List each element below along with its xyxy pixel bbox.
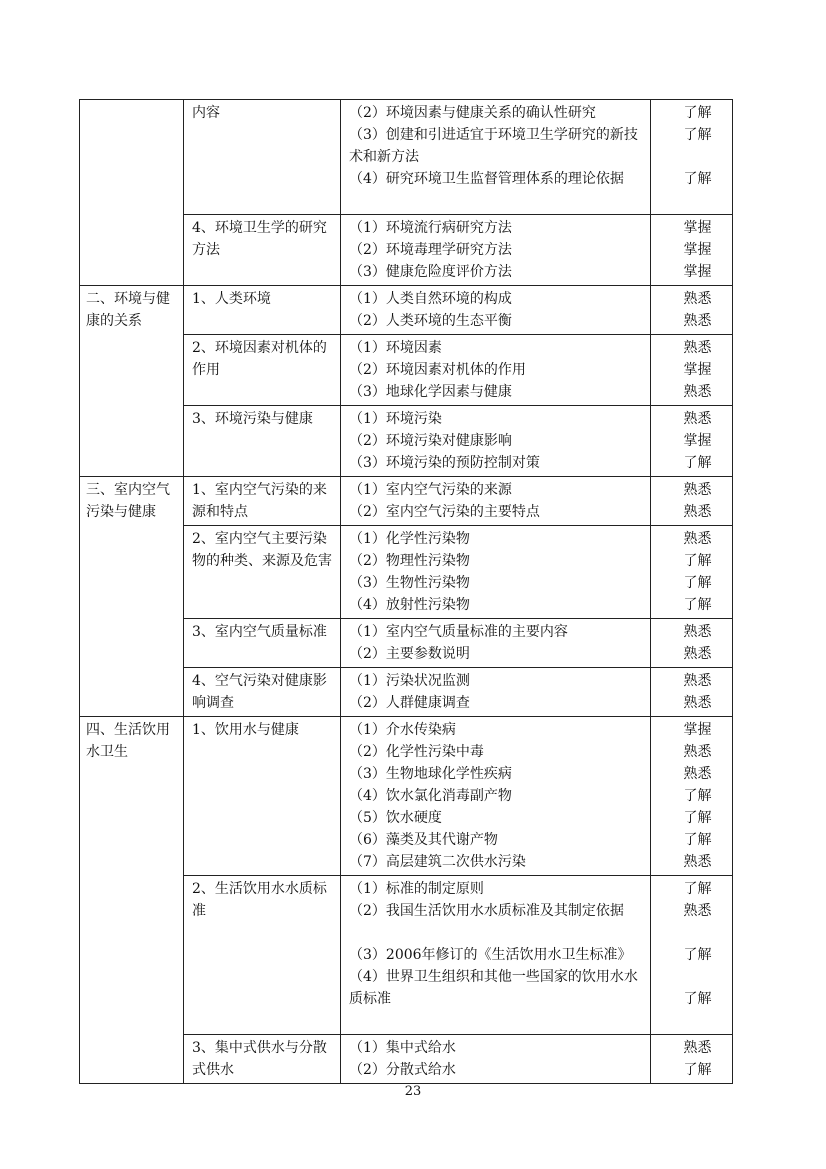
item-text: （2）人群健康调查 bbox=[349, 695, 470, 711]
requirement-level: 掌握 bbox=[683, 242, 712, 258]
unit-label: 三、室内空气污染与健康 bbox=[86, 482, 170, 520]
item-text: （2）分散式给水 bbox=[349, 1062, 456, 1078]
element-cell bbox=[184, 286, 341, 335]
item-text: （2）环境毒理学研究方法 bbox=[349, 242, 512, 258]
requirement-cell bbox=[651, 526, 733, 619]
element-label: 1、人类环境 bbox=[192, 291, 271, 307]
element-cell bbox=[184, 717, 341, 876]
requirement-level: 熟悉 bbox=[683, 291, 712, 307]
requirement-cell bbox=[651, 717, 733, 876]
requirement-level: 了解 bbox=[683, 105, 712, 121]
syllabus-table bbox=[79, 99, 733, 1084]
element-cell bbox=[184, 477, 341, 526]
requirement-level: 熟悉 bbox=[683, 1040, 712, 1056]
element-cell bbox=[184, 668, 341, 717]
items-cell bbox=[341, 215, 651, 286]
element-cell bbox=[184, 619, 341, 668]
item-text: （1）室内空气质量标准的主要内容 bbox=[349, 624, 568, 640]
items-cell bbox=[341, 668, 651, 717]
item-text: （2）化学性污染中毒 bbox=[349, 744, 484, 760]
item-text: （2）物理性污染物 bbox=[349, 553, 470, 569]
requirement-cell bbox=[651, 876, 733, 1035]
item-text: （3）创建和引进适宜于环境卫生学研究的新技术和新方法 bbox=[349, 127, 638, 165]
requirement-level: 熟悉 bbox=[683, 903, 712, 919]
requirement-level: 熟悉 bbox=[683, 531, 712, 547]
item-text: （1）介水传染病 bbox=[349, 722, 456, 738]
item-text: （4）世界卫生组织和其他一些国家的饮用水水质标准 bbox=[349, 969, 638, 1007]
requirement-level: 掌握 bbox=[683, 362, 712, 378]
item-text: （2）环境因素与健康关系的确认性研究 bbox=[349, 105, 596, 121]
requirement-level: 熟悉 bbox=[683, 482, 712, 498]
requirement-level: 掌握 bbox=[683, 433, 712, 449]
element-label: 内容 bbox=[192, 105, 220, 121]
requirement-cell bbox=[651, 406, 733, 477]
requirement-level: 熟悉 bbox=[683, 624, 712, 640]
element-label: 3、环境污染与健康 bbox=[192, 411, 313, 427]
requirement-level: 掌握 bbox=[683, 220, 712, 236]
items-cell bbox=[341, 717, 651, 876]
requirement-cell bbox=[651, 286, 733, 335]
items-cell bbox=[341, 619, 651, 668]
element-cell bbox=[184, 406, 341, 477]
requirement-level: 了解 bbox=[683, 947, 712, 963]
items-cell bbox=[341, 406, 651, 477]
requirement-level: 熟悉 bbox=[683, 744, 712, 760]
requirement-cell bbox=[651, 335, 733, 406]
item-text: （2）主要参数说明 bbox=[349, 646, 470, 662]
items-cell bbox=[341, 477, 651, 526]
requirement-level: 熟悉 bbox=[683, 854, 712, 870]
element-label: 2、室内空气主要污染物的种类、来源及危害 bbox=[192, 531, 332, 569]
requirement-level: 了解 bbox=[683, 575, 712, 591]
table-row bbox=[80, 286, 733, 335]
requirement-level: 熟悉 bbox=[683, 340, 712, 356]
element-cell bbox=[184, 335, 341, 406]
item-text: （2）我国生活饮用水水质标准及其制定依据 bbox=[349, 903, 624, 919]
item-text: （1）环境因素 bbox=[349, 340, 442, 356]
requirement-level: 了解 bbox=[683, 553, 712, 569]
table-row bbox=[80, 717, 733, 876]
element-cell bbox=[184, 1035, 341, 1084]
requirement-level: 了解 bbox=[683, 597, 712, 613]
item-text: （3）健康危险度评价方法 bbox=[349, 264, 512, 280]
unit-cell bbox=[80, 286, 184, 477]
requirement-level: 了解 bbox=[683, 832, 712, 848]
item-text: （1）人类自然环境的构成 bbox=[349, 291, 512, 307]
requirement-cell bbox=[651, 1035, 733, 1084]
items-cell bbox=[341, 286, 651, 335]
table-row bbox=[80, 477, 733, 526]
table-row bbox=[80, 100, 733, 215]
items-cell bbox=[341, 100, 651, 215]
item-text: （1）污染状况监测 bbox=[349, 673, 470, 689]
unit-label: 二、环境与健康的关系 bbox=[86, 291, 170, 329]
element-label: 3、集中式供水与分散式供水 bbox=[192, 1040, 327, 1078]
item-text: （4）研究环境卫生监督管理体系的理论依据 bbox=[349, 171, 624, 187]
item-text: （4）放射性污染物 bbox=[349, 597, 470, 613]
requirement-level: 了解 bbox=[683, 881, 712, 897]
item-text: （7）高层建筑二次供水污染 bbox=[349, 854, 526, 870]
items-cell bbox=[341, 526, 651, 619]
requirement-level: 掌握 bbox=[683, 264, 712, 280]
items-cell bbox=[341, 335, 651, 406]
item-text: （1）室内空气污染的来源 bbox=[349, 482, 512, 498]
requirement-level: 了解 bbox=[683, 991, 712, 1007]
item-text: （2）环境因素对机体的作用 bbox=[349, 362, 526, 378]
requirement-level: 了解 bbox=[683, 455, 712, 471]
element-label: 4、空气污染对健康影响调查 bbox=[192, 673, 327, 711]
items-cell bbox=[341, 876, 651, 1035]
item-text: （3）环境污染的预防控制对策 bbox=[349, 455, 540, 471]
requirement-cell bbox=[651, 477, 733, 526]
item-text: （2）环境污染对健康影响 bbox=[349, 433, 512, 449]
page-number: 23 bbox=[404, 1084, 422, 1099]
item-text: （2）人类环境的生态平衡 bbox=[349, 313, 512, 329]
item-text: （3）生物地球化学性疾病 bbox=[349, 766, 512, 782]
element-label: 1、饮用水与健康 bbox=[192, 722, 299, 738]
element-label: 2、生活饮用水水质标准 bbox=[192, 881, 327, 919]
requirement-level: 掌握 bbox=[683, 722, 712, 738]
requirement-level: 熟悉 bbox=[683, 646, 712, 662]
requirement-level: 熟悉 bbox=[683, 384, 712, 400]
item-text: （1）环境污染 bbox=[349, 411, 442, 427]
element-label: 2、环境因素对机体的作用 bbox=[192, 340, 327, 378]
requirement-level: 熟悉 bbox=[683, 673, 712, 689]
element-label: 4、环境卫生学的研究方法 bbox=[192, 220, 327, 258]
requirement-level: 熟悉 bbox=[683, 411, 712, 427]
requirement-level: 熟悉 bbox=[683, 695, 712, 711]
requirement-cell bbox=[651, 100, 733, 215]
element-cell bbox=[184, 215, 341, 286]
item-text: （2）室内空气污染的主要特点 bbox=[349, 504, 540, 520]
requirement-level: 了解 bbox=[683, 171, 712, 187]
item-text: （3）2006年修订的《生活饮用水卫生标准》 bbox=[349, 947, 632, 963]
requirement-level: 熟悉 bbox=[683, 504, 712, 520]
unit-cell bbox=[80, 100, 184, 286]
element-label: 3、室内空气质量标准 bbox=[192, 624, 327, 640]
item-text: （3）生物性污染物 bbox=[349, 575, 470, 591]
unit-cell bbox=[80, 717, 184, 1084]
element-cell bbox=[184, 526, 341, 619]
element-label: 1、室内空气污染的来源和特点 bbox=[192, 482, 327, 520]
requirement-level: 熟悉 bbox=[683, 766, 712, 782]
element-cell bbox=[184, 100, 341, 215]
requirement-cell bbox=[651, 619, 733, 668]
item-text: （1）标准的制定原则 bbox=[349, 881, 484, 897]
item-text: （1）环境流行病研究方法 bbox=[349, 220, 512, 236]
requirement-level: 了解 bbox=[683, 1062, 712, 1078]
unit-label: 四、生活饮用水卫生 bbox=[86, 722, 170, 760]
item-text: （1）化学性污染物 bbox=[349, 531, 470, 547]
unit-cell bbox=[80, 477, 184, 717]
item-text: （3）地球化学因素与健康 bbox=[349, 384, 512, 400]
item-text: （6）藻类及其代谢产物 bbox=[349, 832, 498, 848]
item-text: （1）集中式给水 bbox=[349, 1040, 456, 1056]
item-text: （5）饮水硬度 bbox=[349, 810, 442, 826]
requirement-level: 了解 bbox=[683, 127, 712, 143]
requirement-cell bbox=[651, 668, 733, 717]
requirement-cell bbox=[651, 215, 733, 286]
item-text: （4）饮水氯化消毒副产物 bbox=[349, 788, 512, 804]
items-cell bbox=[341, 1035, 651, 1084]
requirement-level: 了解 bbox=[683, 788, 712, 804]
requirement-level: 熟悉 bbox=[683, 313, 712, 329]
element-cell bbox=[184, 876, 341, 1035]
requirement-level: 了解 bbox=[683, 810, 712, 826]
